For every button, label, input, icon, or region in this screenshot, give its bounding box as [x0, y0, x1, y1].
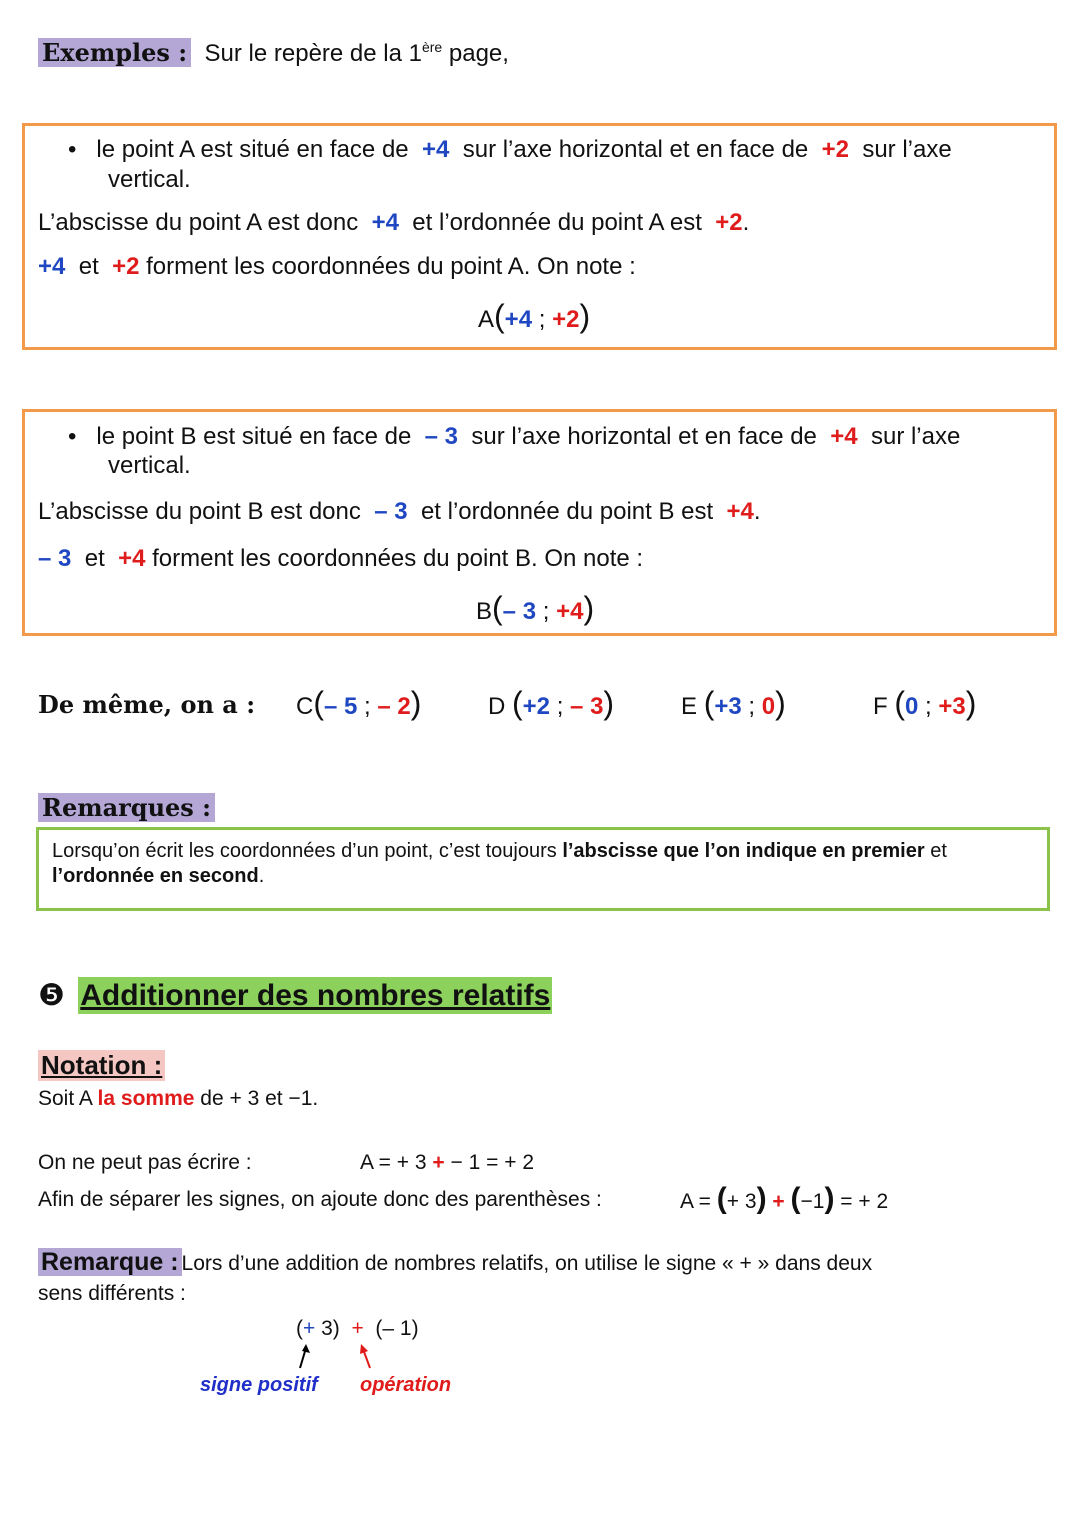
notation-soit: Soit A la somme de + 3 et −1. — [38, 1087, 319, 1110]
point-a-coords-text: +4 et +2 forment les coordonnées du point A. On note : — [38, 253, 636, 280]
point-b-bullet-cont: vertical. — [108, 452, 191, 479]
point-b-coords-text: – 3 et +4 forment les coordonnées du point B. On note : — [38, 545, 644, 572]
notation-cannot: On ne peut pas écrire : — [38, 1151, 252, 1174]
point-a-bullet-cont: vertical. — [108, 166, 191, 193]
point-e-notation: E (+3 ; 0) — [681, 685, 786, 721]
notation-cannot-expr: A = + 3 + − 1 = + 2 — [360, 1151, 534, 1174]
bullet-icon: • — [68, 423, 77, 450]
label-signe-positif: signe positif — [200, 1374, 318, 1396]
point-b-abscissa: L’abscisse du point B est donc – 3 et l’ordonnée du point B est +4. — [38, 498, 761, 525]
de-meme-label: De même, on a : — [38, 690, 256, 719]
point-a-notation: A(+4 ; +2) — [478, 298, 591, 334]
examples-text: Sur le repère de la 1ère page, — [204, 39, 509, 67]
remarques-label: Remarques : — [38, 793, 215, 822]
section-5-heading — [38, 978, 552, 1013]
arrow-red-icon — [356, 1342, 376, 1372]
point-b-notation: B(– 3 ; +4) — [476, 590, 595, 626]
remarques-text: Lorsqu’on écrit les coordonnées d’un point, c’est toujours l’abscisse que l’on indique en premier et l’ordonnée en second. — [52, 840, 947, 887]
label-operation: opération — [360, 1374, 452, 1396]
point-f-notation: F (0 ; +3) — [873, 685, 977, 721]
remarque-line-1: Remarque : Lors d’une addition de nombres relatifs, on utilise le signe « + » dans deux — [38, 1248, 872, 1277]
point-b-bullet: • le point B est situé en face de – 3 sur l’axe horizontal et en face de +4 sur l’axe — [68, 423, 961, 450]
examples-heading — [38, 38, 509, 68]
point-a-abscissa: L’abscisse du point A est donc +4 et l’ordonnée du point A est +2. — [38, 209, 750, 236]
section-5-title: Additionner des nombres relatifs — [80, 978, 551, 1012]
number-5-icon: ❺ — [38, 978, 65, 1013]
remarque-label: Remarque : — [38, 1248, 182, 1276]
remarque-line-2: sens différents : — [38, 1282, 186, 1305]
notation-separate: Afin de séparer les signes, on ajoute donc des parenthèses : — [38, 1188, 602, 1211]
examples-label: Exemples : — [38, 38, 191, 67]
bullet-icon: • — [68, 136, 77, 163]
point-a-bullet: • le point A est situé en face de +4 sur l’axe horizontal et en face de +2 sur l’axe — [68, 136, 952, 163]
notation-separate-expr: A = (+ 3) + (−1) = + 2 — [680, 1182, 889, 1215]
remarque-expression: (+ 3) + (– 1) — [296, 1317, 419, 1340]
point-d-notation: D (+2 ; – 3) — [488, 685, 615, 721]
arrow-black-icon — [294, 1342, 314, 1372]
point-c-notation: C(– 5 ; – 2) — [296, 685, 422, 721]
notation-label: Notation : — [38, 1050, 165, 1081]
